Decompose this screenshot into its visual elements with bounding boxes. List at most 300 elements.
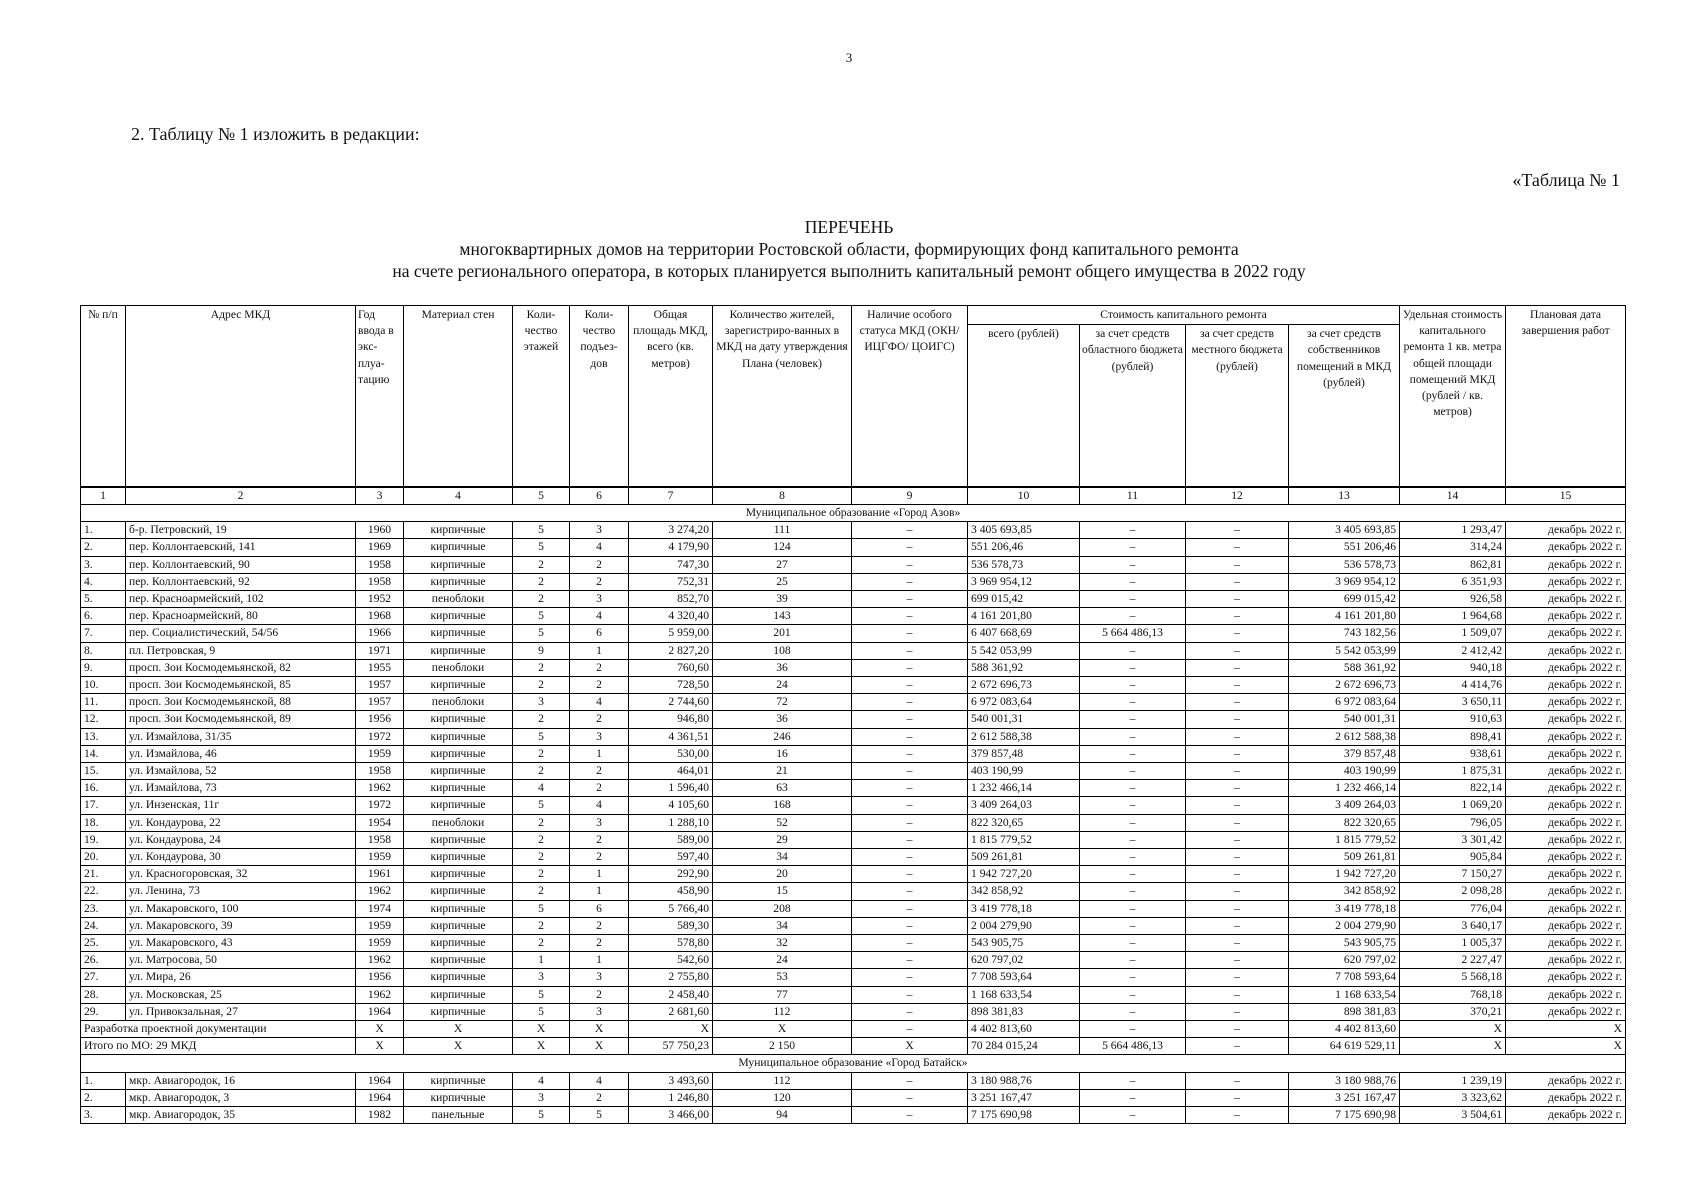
table-row <box>81 900 1626 917</box>
table-cell: 3 251 167,47 <box>1289 1089 1400 1106</box>
table-cell: 1964 <box>356 1003 404 1020</box>
table-cell: 2 <box>513 590 570 607</box>
table-cell: – <box>1186 986 1289 1003</box>
table-cell: 536 578,73 <box>1289 556 1400 573</box>
table-cell: декабрь 2022 г. <box>1506 728 1626 745</box>
table-cell: 7 175 690,98 <box>1289 1107 1400 1124</box>
table-cell: 2 <box>570 848 629 865</box>
table-cell: 6 972 083,64 <box>968 694 1080 711</box>
table-cell: ул. Матросова, 50 <box>126 952 356 969</box>
summary-cell: 2 150 <box>713 1038 852 1055</box>
table-cell: декабрь 2022 г. <box>1506 952 1626 969</box>
table-cell: 1 168 633,54 <box>1289 986 1400 1003</box>
summary-cell: – <box>1186 1038 1289 1055</box>
table-cell: декабрь 2022 г. <box>1506 556 1626 573</box>
table-cell: 1958 <box>356 556 404 573</box>
table-cell: кирпичные <box>404 642 513 659</box>
table-cell: 3 <box>570 590 629 607</box>
table-cell: – <box>852 986 968 1003</box>
header-cost-owners: за счет средств собственников помещений в МКД (рублей) <box>1289 325 1400 487</box>
table-cell: – <box>1186 711 1289 728</box>
table-cell: пер. Коллонтаевский, 141 <box>126 539 356 556</box>
table-cell: кирпичные <box>404 1003 513 1020</box>
column-number: 1 <box>81 487 126 505</box>
table-row <box>81 522 1626 539</box>
table-cell: 29 <box>713 831 852 848</box>
table-row <box>81 556 1626 573</box>
table-cell: декабрь 2022 г. <box>1506 590 1626 607</box>
header-cost-total: всего (рублей) <box>968 325 1080 487</box>
table-cell: 5 <box>513 539 570 556</box>
table-cell: – <box>1186 1003 1289 1020</box>
table-cell: 1974 <box>356 900 404 917</box>
title-line-3: на счете регионального оператора, в которых планируется выполнить капитальный ремонт общего имущества в 2022 году <box>392 261 1306 281</box>
table-cell: декабрь 2022 г. <box>1506 1089 1626 1106</box>
table-cell: 1 942 727,20 <box>1289 866 1400 883</box>
table-cell: – <box>852 780 968 797</box>
table-cell: 12. <box>81 711 126 728</box>
table-cell: 1 232 466,14 <box>968 780 1080 797</box>
table-cell: б-р. Петровский, 19 <box>126 522 356 539</box>
table-cell: 1 <box>570 866 629 883</box>
table-cell: 1 <box>570 883 629 900</box>
table-cell: 11. <box>81 694 126 711</box>
header-floors: Коли-чество этажей <box>513 306 570 487</box>
table-cell: 542,60 <box>629 952 713 969</box>
table-cell: 2 <box>570 556 629 573</box>
table-cell: пеноблоки <box>404 814 513 831</box>
table-cell: декабрь 2022 г. <box>1506 1072 1626 1089</box>
summary-cell: – <box>1080 1021 1186 1038</box>
table-cell: – <box>852 625 968 642</box>
table-cell: 3 323,62 <box>1400 1089 1506 1106</box>
table-cell: кирпичные <box>404 1089 513 1106</box>
table-cell: 1959 <box>356 934 404 951</box>
column-number: 7 <box>629 487 713 505</box>
table-cell: 36 <box>713 711 852 728</box>
table-cell: декабрь 2022 г. <box>1506 522 1626 539</box>
table-cell: – <box>1080 573 1186 590</box>
summary-cell: X <box>629 1021 713 1038</box>
table-cell: 4 320,40 <box>629 608 713 625</box>
summary-cell: Разработка проектной документации <box>81 1021 356 1038</box>
header-year: Год ввода в экс-плуа-тацию <box>356 306 404 487</box>
table-cell: 5 <box>513 522 570 539</box>
table-cell: 1. <box>81 1072 126 1089</box>
table-cell: – <box>1080 866 1186 883</box>
table-cell: 2 458,40 <box>629 986 713 1003</box>
table-cell: 898,41 <box>1400 728 1506 745</box>
header-cost-regional: за счет средств областного бюджета (рублей) <box>1080 325 1186 487</box>
table-cell: 19. <box>81 831 126 848</box>
table-cell: 3 405 693,85 <box>968 522 1080 539</box>
table-cell: 2 672 696,73 <box>968 676 1080 693</box>
table-cell: 2 681,60 <box>629 1003 713 1020</box>
table-cell: – <box>852 952 968 969</box>
table-cell: 1961 <box>356 866 404 883</box>
table-cell: 7. <box>81 625 126 642</box>
table-cell: 1968 <box>356 608 404 625</box>
table-cell: – <box>852 522 968 539</box>
table-cell: 3 504,61 <box>1400 1107 1506 1124</box>
column-number: 4 <box>404 487 513 505</box>
table-cell: 8. <box>81 642 126 659</box>
table-cell: – <box>1080 1107 1186 1124</box>
table-cell: декабрь 2022 г. <box>1506 608 1626 625</box>
table-cell: – <box>1186 608 1289 625</box>
section-title: Муниципальное образование «Город Батайск» <box>81 1055 1626 1072</box>
table-row <box>81 883 1626 900</box>
table-cell: 1956 <box>356 711 404 728</box>
table-cell: 1 815 779,52 <box>968 831 1080 848</box>
table-cell: просп. Зои Космодемьянской, 88 <box>126 694 356 711</box>
table-cell: 3 180 988,76 <box>968 1072 1080 1089</box>
table-cell: 342 858,92 <box>1289 883 1400 900</box>
header-number: № п/п <box>81 306 126 487</box>
table-cell: – <box>852 969 968 986</box>
table-cell: 2 755,80 <box>629 969 713 986</box>
table-cell: 2 672 696,73 <box>1289 676 1400 693</box>
table-cell: 588 361,92 <box>968 659 1080 676</box>
column-number: 14 <box>1400 487 1506 505</box>
table-cell: 551 206,46 <box>968 539 1080 556</box>
summary-cell: 5 664 486,13 <box>1080 1038 1186 1055</box>
summary-row <box>81 1038 1626 1055</box>
table-cell: 7 175 690,98 <box>968 1107 1080 1124</box>
table-cell: 938,61 <box>1400 745 1506 762</box>
table-cell: 699 015,42 <box>968 590 1080 607</box>
table-cell: 63 <box>713 780 852 797</box>
table-cell: просп. Зои Космодемьянской, 85 <box>126 676 356 693</box>
table-cell: 34 <box>713 917 852 934</box>
table-cell: 597,40 <box>629 848 713 865</box>
table-cell: 2 <box>513 556 570 573</box>
table-cell: 379 857,48 <box>1289 745 1400 762</box>
table-cell: 2 <box>513 831 570 848</box>
table-cell: кирпичные <box>404 917 513 934</box>
table-cell: ул. Кондаурова, 22 <box>126 814 356 831</box>
table-cell: 2 <box>513 745 570 762</box>
table-cell: 6. <box>81 608 126 625</box>
table-cell: 21 <box>713 762 852 779</box>
column-number: 13 <box>1289 487 1400 505</box>
table-cell: – <box>852 762 968 779</box>
summary-cell: X <box>1506 1021 1626 1038</box>
table-cell: 852,70 <box>629 590 713 607</box>
table-cell: 2 <box>513 676 570 693</box>
section-header-row <box>81 1055 1626 1072</box>
column-numbers-row <box>81 487 1626 505</box>
table-cell: 5 <box>513 900 570 917</box>
table-row <box>81 952 1626 969</box>
table-row <box>81 934 1626 951</box>
table-cell: 1957 <box>356 676 404 693</box>
table-row <box>81 866 1626 883</box>
table-row <box>81 1072 1626 1089</box>
table-cell: 1962 <box>356 780 404 797</box>
table-cell: 2 <box>513 711 570 728</box>
table-cell: 32 <box>713 934 852 951</box>
table-cell: 25 <box>713 573 852 590</box>
table-cell: – <box>1080 969 1186 986</box>
table-cell: 530,00 <box>629 745 713 762</box>
table-cell: 5 <box>570 1107 629 1124</box>
table-cell: 3 640,17 <box>1400 917 1506 934</box>
table-cell: 10. <box>81 676 126 693</box>
table-cell: 6 972 083,64 <box>1289 694 1400 711</box>
table-row <box>81 831 1626 848</box>
table-cell: кирпичные <box>404 539 513 556</box>
table-cell: – <box>852 642 968 659</box>
table-cell: 5. <box>81 590 126 607</box>
column-number: 2 <box>126 487 356 505</box>
table-cell: – <box>1080 762 1186 779</box>
table-cell: 26. <box>81 952 126 969</box>
table-row <box>81 814 1626 831</box>
table-cell: 72 <box>713 694 852 711</box>
table-cell: декабрь 2022 г. <box>1506 780 1626 797</box>
table-cell: 36 <box>713 659 852 676</box>
table-cell: – <box>1080 522 1186 539</box>
table-cell: – <box>852 883 968 900</box>
table-cell: 4 161 201,80 <box>1289 608 1400 625</box>
table-cell: – <box>1186 659 1289 676</box>
table-cell: – <box>1186 1072 1289 1089</box>
table-cell: – <box>1080 952 1186 969</box>
table-row <box>81 762 1626 779</box>
table-cell: 1971 <box>356 642 404 659</box>
table-cell: 5 542 053,99 <box>968 642 1080 659</box>
table-cell: декабрь 2022 г. <box>1506 676 1626 693</box>
table-cell: кирпичные <box>404 625 513 642</box>
table-cell: 5 <box>513 625 570 642</box>
table-cell: – <box>1186 676 1289 693</box>
table-cell: 1 288,10 <box>629 814 713 831</box>
table-cell: – <box>1080 745 1186 762</box>
table-cell: просп. Зои Космодемьянской, 82 <box>126 659 356 676</box>
table-cell: 111 <box>713 522 852 539</box>
table-cell: 5 <box>513 608 570 625</box>
table-cell: 910,63 <box>1400 711 1506 728</box>
table-cell: 3 466,00 <box>629 1107 713 1124</box>
table-cell: 2 <box>570 831 629 848</box>
table-cell: 292,90 <box>629 866 713 883</box>
table-row <box>81 1003 1626 1020</box>
table-cell: декабрь 2022 г. <box>1506 814 1626 831</box>
table-cell: 29. <box>81 1003 126 1020</box>
table-cell: 201 <box>713 625 852 642</box>
table-cell: 17. <box>81 797 126 814</box>
table-cell: 13. <box>81 728 126 745</box>
page-number: 3 <box>845 50 853 65</box>
table-cell: 3 409 264,03 <box>1289 797 1400 814</box>
table-cell: 1954 <box>356 814 404 831</box>
table-cell: ул. Измайлова, 46 <box>126 745 356 762</box>
header-area: Общая площадь МКД, всего (кв. метров) <box>629 306 713 487</box>
table-cell: 1959 <box>356 745 404 762</box>
table-row <box>81 728 1626 745</box>
table-cell: 3 251 167,47 <box>968 1089 1080 1106</box>
table-cell: 3 <box>570 728 629 745</box>
table-row <box>81 797 1626 814</box>
table-cell: декабрь 2022 г. <box>1506 986 1626 1003</box>
table-cell: 1 596,40 <box>629 780 713 797</box>
table-cell: – <box>1080 711 1186 728</box>
table-cell: 370,21 <box>1400 1003 1506 1020</box>
table-cell: – <box>1080 883 1186 900</box>
table-row <box>81 917 1626 934</box>
summary-cell: X <box>356 1038 404 1055</box>
table-cell: мкр. Авиагородок, 16 <box>126 1072 356 1089</box>
table-cell: мкр. Авиагородок, 3 <box>126 1089 356 1106</box>
table-cell: – <box>1186 539 1289 556</box>
table-cell: 2 098,28 <box>1400 883 1506 900</box>
table-cell: – <box>1186 969 1289 986</box>
table-cell: 4 <box>570 608 629 625</box>
table-cell: 1 <box>570 642 629 659</box>
table-cell: 458,90 <box>629 883 713 900</box>
table-cell: 20 <box>713 866 852 883</box>
table-cell: 112 <box>713 1003 852 1020</box>
table-cell: 2 <box>570 986 629 1003</box>
table-cell: – <box>1186 1107 1289 1124</box>
table-cell: – <box>852 556 968 573</box>
table-cell: 1 069,20 <box>1400 797 1506 814</box>
table-cell: 905,84 <box>1400 848 1506 865</box>
table-cell: – <box>1080 608 1186 625</box>
table-cell: кирпичные <box>404 676 513 693</box>
table-cell: 862,81 <box>1400 556 1506 573</box>
table-cell: 6 407 668,69 <box>968 625 1080 642</box>
table-cell: – <box>1080 694 1186 711</box>
table-cell: – <box>1080 780 1186 797</box>
table-cell: 2 <box>513 934 570 951</box>
table-cell: ул. Московская, 25 <box>126 986 356 1003</box>
table-cell: – <box>1080 1072 1186 1089</box>
table-cell: кирпичные <box>404 900 513 917</box>
table-cell: – <box>852 676 968 693</box>
table-cell: – <box>1080 986 1186 1003</box>
table-cell: 2 <box>570 676 629 693</box>
table-cell: 4 <box>570 1072 629 1089</box>
table-cell: кирпичные <box>404 969 513 986</box>
table-cell: пеноблоки <box>404 694 513 711</box>
table-cell: 2 <box>513 917 570 934</box>
table-cell: 1964 <box>356 1072 404 1089</box>
table-cell: 143 <box>713 608 852 625</box>
table-cell: 1958 <box>356 831 404 848</box>
table-cell: 2 <box>513 866 570 883</box>
table-cell: 3 <box>570 1003 629 1020</box>
table-cell: – <box>1186 642 1289 659</box>
table-cell: 5 664 486,13 <box>1080 625 1186 642</box>
table-cell: 2. <box>81 1089 126 1106</box>
table-cell: – <box>1080 728 1186 745</box>
table-cell: кирпичные <box>404 608 513 625</box>
table-cell: 2 <box>570 711 629 728</box>
table-cell: – <box>1186 848 1289 865</box>
table-row <box>81 986 1626 1003</box>
table-cell: 1972 <box>356 728 404 745</box>
table-cell: – <box>1186 762 1289 779</box>
table-cell: 5 <box>513 728 570 745</box>
table-cell: мкр. Авиагородок, 35 <box>126 1107 356 1124</box>
table-cell: 1972 <box>356 797 404 814</box>
table-cell: 620 797,02 <box>968 952 1080 969</box>
table-cell: 822,14 <box>1400 780 1506 797</box>
table-cell: кирпичные <box>404 711 513 728</box>
table-cell: 1 <box>513 952 570 969</box>
table-cell: 1969 <box>356 539 404 556</box>
table-cell: 540 001,31 <box>1289 711 1400 728</box>
table-cell: декабрь 2022 г. <box>1506 659 1626 676</box>
table-cell: 5 <box>513 797 570 814</box>
table-cell: 1 <box>570 745 629 762</box>
table-cell: 926,58 <box>1400 590 1506 607</box>
table-cell: 94 <box>713 1107 852 1124</box>
table-cell: 1 005,37 <box>1400 934 1506 951</box>
table-cell: 1956 <box>356 969 404 986</box>
summary-cell: 4 402 813,60 <box>1289 1021 1400 1038</box>
table-cell: 898 381,83 <box>1289 1003 1400 1020</box>
table-cell: 796,05 <box>1400 814 1506 831</box>
table-cell: 27. <box>81 969 126 986</box>
table-row <box>81 711 1626 728</box>
summary-cell: 4 402 813,60 <box>968 1021 1080 1038</box>
table-cell: – <box>1080 900 1186 917</box>
table-cell: 246 <box>713 728 852 745</box>
section-title: Муниципальное образование «Город Азов» <box>81 504 1626 521</box>
table-cell: 168 <box>713 797 852 814</box>
intro-text: 2. Таблицу № 1 изложить в редакции: <box>131 124 420 144</box>
table-cell: 2 827,20 <box>629 642 713 659</box>
table-cell: 3 419 778,18 <box>1289 900 1400 917</box>
table-cell: кирпичные <box>404 797 513 814</box>
table-cell: 2 <box>570 659 629 676</box>
table-cell: 24 <box>713 952 852 969</box>
table-cell: 728,50 <box>629 676 713 693</box>
summary-cell: – <box>852 1021 968 1038</box>
table-cell: 543 905,75 <box>1289 934 1400 951</box>
column-number: 5 <box>513 487 570 505</box>
table-cell: – <box>852 1089 968 1106</box>
table-cell: 5 568,18 <box>1400 969 1506 986</box>
table-cell: – <box>852 934 968 951</box>
table-cell: 124 <box>713 539 852 556</box>
table-cell: 5 <box>513 1003 570 1020</box>
table-cell: 52 <box>713 814 852 831</box>
table-cell: 1957 <box>356 694 404 711</box>
table-cell: 2 004 279,90 <box>1289 917 1400 934</box>
table-cell: – <box>852 590 968 607</box>
table-cell: 15 <box>713 883 852 900</box>
table-cell: 403 190,99 <box>968 762 1080 779</box>
table-cell: – <box>1080 797 1186 814</box>
summary-cell: Итого по МО: 29 МКД <box>81 1038 356 1055</box>
table-cell: – <box>1186 934 1289 951</box>
table-cell: 2 <box>570 917 629 934</box>
table-cell: 940,18 <box>1400 659 1506 676</box>
table-row <box>81 1107 1626 1124</box>
table-cell: – <box>852 900 968 917</box>
table-cell: 1962 <box>356 986 404 1003</box>
table-cell: 1958 <box>356 573 404 590</box>
table-cell: 1960 <box>356 522 404 539</box>
table-cell: декабрь 2022 г. <box>1506 573 1626 590</box>
table-cell: пер. Красноармейский, 102 <box>126 590 356 607</box>
column-number: 10 <box>968 487 1080 505</box>
column-number: 12 <box>1186 487 1289 505</box>
